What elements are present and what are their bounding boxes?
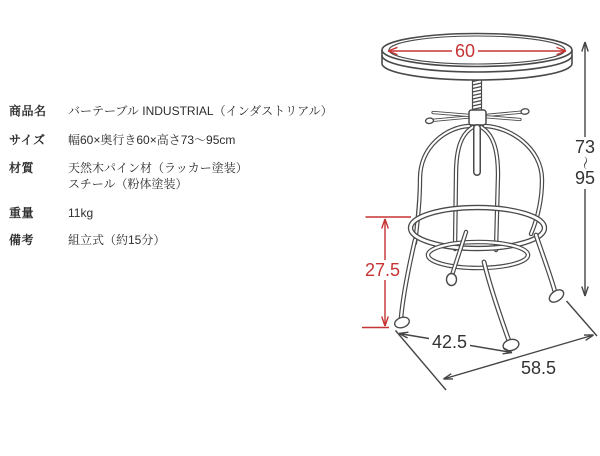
- dimension-foot-spacing: 42.5: [429, 332, 470, 352]
- spec-label: サイズ: [9, 133, 46, 147]
- spec-value: 組立式（約15分）: [68, 233, 166, 247]
- dimension-footring-height: 27.5: [362, 260, 403, 280]
- spec-label: 商品名: [9, 104, 47, 118]
- dimension-height-max: 95: [574, 168, 596, 188]
- dimension-height-min: 73: [574, 137, 596, 157]
- spec-value: 幅60×奥行き60×高さ73〜95cm: [68, 133, 236, 147]
- front-foot: [502, 338, 520, 353]
- spec-label: 備考: [9, 233, 35, 247]
- adjustment-screw: [473, 76, 482, 111]
- material-line-1: 天然木パイン材（ラッカー塗装）: [68, 161, 248, 175]
- back-foot: [447, 274, 457, 286]
- material-line-2: スチール（粉体塗装）: [68, 176, 188, 191]
- screw-collar: [469, 110, 486, 125]
- right-foot: [547, 287, 566, 304]
- dimension-top-diameter: 60: [452, 41, 478, 61]
- left-foot: [393, 315, 410, 329]
- spec-label: 重量: [9, 206, 35, 220]
- cage-frame: [415, 126, 542, 250]
- spec-label: 材質: [9, 161, 35, 175]
- floor-dimension-lines: [396, 301, 598, 390]
- dimension-height-range: [565, 137, 600, 189]
- dimension-foot-diagonal: 58.5: [518, 358, 559, 378]
- spec-value: バーテーブル INDUSTRIAL（インダストリアル）: [68, 104, 333, 118]
- tilde-glyph: 〜: [577, 156, 593, 170]
- spec-value: 11kg: [68, 206, 94, 220]
